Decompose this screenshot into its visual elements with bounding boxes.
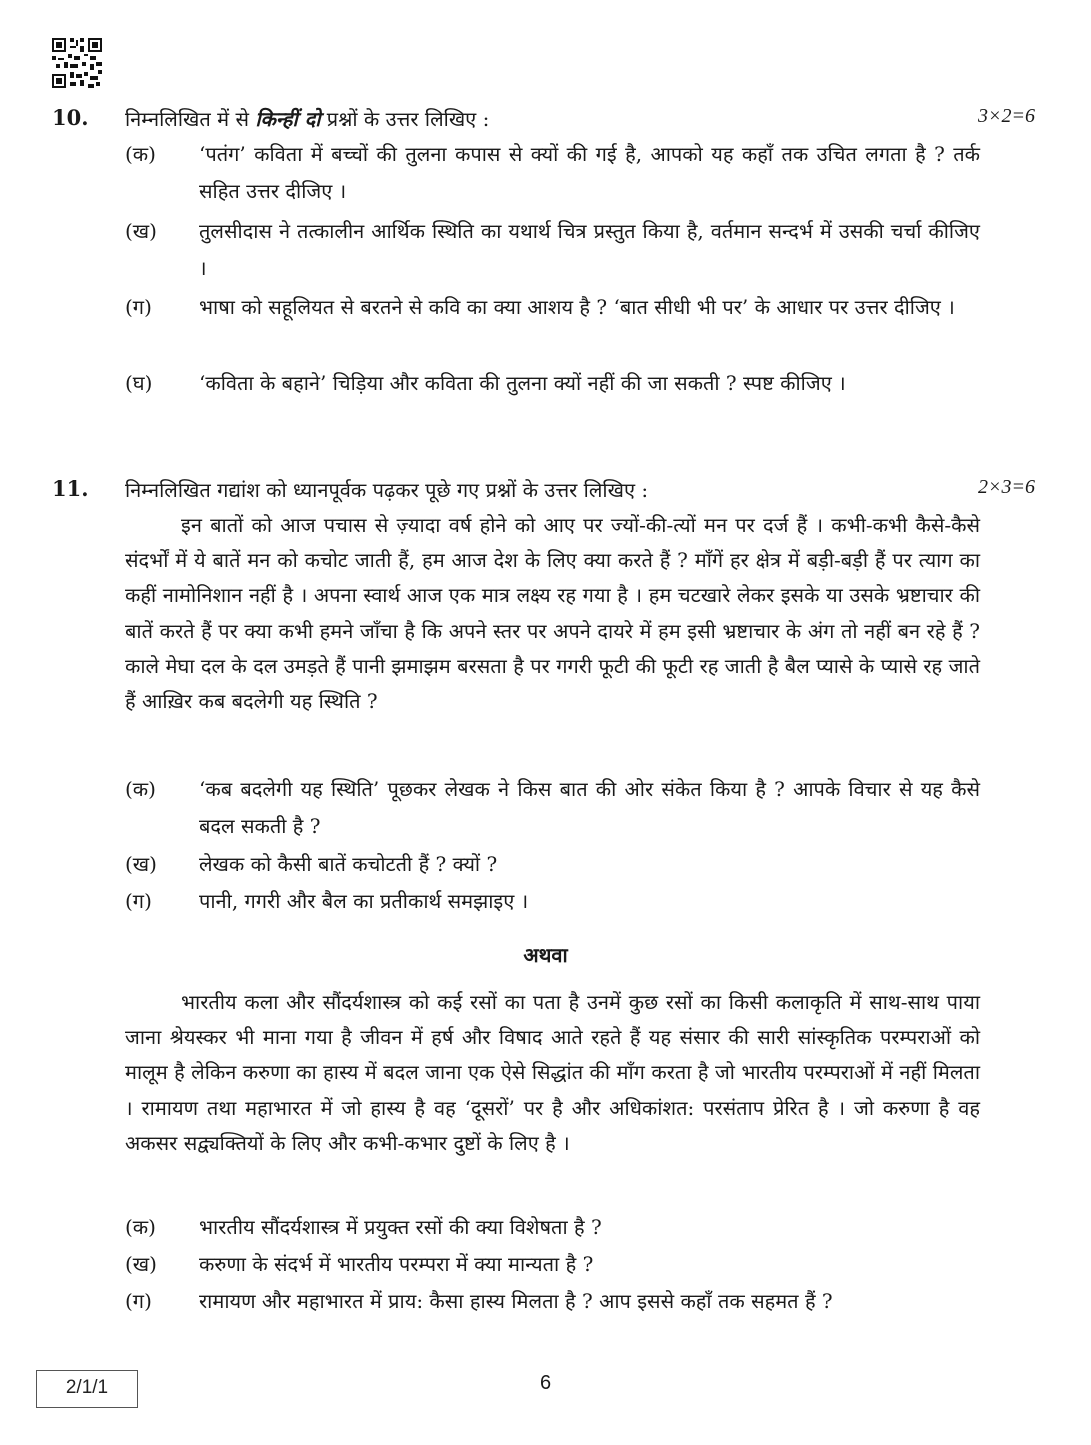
sub-question-text: भाषा को सहूलियत से बरतने से कवि का क्या आशय है ? ‘बात सीधी भी पर’ के आधार पर उत्तर दीजिए । (199, 295, 955, 319)
question-number: 11. (52, 476, 89, 501)
question-number: 10. (52, 105, 89, 130)
sub-question-text: ‘कविता के बहाने’ चिड़िया और कविता की तुलना क्यों नहीं की जा सकती ? स्पष्ट कीजिए । (199, 371, 846, 395)
sub-question-text: ‘कब बदलेगी यह स्थिति’ पूछकर लेखक ने किस बात की ओर संकेत किया है ? आपके विचार से यह कैसे बदल सकती है ? (199, 777, 980, 838)
sub-question-text: रामायण और महाभारत में प्राय: कैसा हास्य मिलता है ? आप इससे कहाँ तक सहमत हैं ? (199, 1289, 833, 1313)
question-marks: 3×2=6 (978, 105, 1035, 127)
qr-code (52, 38, 102, 88)
sub-question-label: (ख) (125, 1252, 157, 1276)
question-instruction: निम्नलिखित गद्यांश को ध्यानपूर्वक पढ़कर पूछे गए प्रश्नों के उत्तर लिखिए : (125, 478, 649, 502)
page-number: 6 (539, 1372, 552, 1394)
passage: इन बातों को आज पचास से ज़्यादा वर्ष होने को आए पर ज्यों-की-त्यों मन पर दर्ज हैं । कभी-कभी कैसे-कैसे संदर्भों में ये बातें मन को कचोट जाती हैं, हम आज देश के लिए क्या करते हैं ? माँगें हर क्षेत्र में बड़ी-बड़ी हैं पर त्याग का कहीं नामोनिशान नहीं है । अपना स्वार्थ आज एक मात्र लक्ष्य रह गया है । हम चटखारे लेकर इसके या उसके भ्रष्टाचार की बातें करते हैं पर क्या कभी हमने जाँचा है कि अपने स्तर पर अपने दायरे में हम इसी भ्रष्टाचार के अंग तो नहीं बन रहे हैं ? काले मेघा दल के दल उमड़ते हैं पानी झमाझम बरसता है पर गगरी फूटी की फूटी रह जाती है बैल प्यासे के प्यासे रह जाते हैं आख़िर कब बदलेगी यह स्थिति ? (125, 513, 980, 714)
sub-question-label: (क) (125, 1215, 156, 1239)
sub-question-text: लेखक को कैसी बातें कचोटती हैं ? क्यों ? (199, 852, 498, 876)
sub-question-text: करुणा के संदर्भ में भारतीय परम्परा में क्या मान्यता है ? (199, 1252, 594, 1276)
sub-question-label: (ग) (125, 889, 152, 913)
sub-question-text: भारतीय सौंदर्यशास्त्र में प्रयुक्त रसों की क्या विशेषता है ? (199, 1215, 602, 1239)
sub-question-label: (ग) (125, 1289, 152, 1313)
question-instruction: निम्नलिखित में से किन्हीं दो प्रश्नों के उत्तर लिखिए : (125, 107, 490, 131)
sub-question-label: (ख) (125, 852, 157, 876)
or-heading: अथवा (523, 943, 568, 967)
sub-question-text: पानी, गगरी और बैल का प्रतीकार्थ समझाइए । (199, 889, 529, 913)
sub-question-label: (ग) (125, 295, 152, 319)
sub-question-label: (ख) (125, 219, 157, 243)
sub-question-text: तुलसीदास ने तत्कालीन आर्थिक स्थिति का यथार्थ चित्र प्रस्तुत किया है, वर्तमान सन्दर्भ में उसकी चर्चा कीजिए । (199, 219, 980, 280)
sub-question-label: (घ) (125, 371, 153, 395)
passage-alternate: भारतीय कला और सौंदर्यशास्त्र को कई रसों का पता है उनमें कुछ रसों का किसी कलाकृति में साथ-साथ पाया जाना श्रेयस्कर भी माना गया है जीवन में हर्ष और विषाद आते रहते हैं यह संसार की सारी सांस्कृतिक परम्पराओं को मालूम है लेकिन करुणा का हास्य में बदल जाना एक ऐसे सिद्धांत की माँग करता है जो भारतीय परम्पराओं में नहीं मिलता । रामायण तथा महाभारत में जो हास्य है वह ‘दूसरों’ पर है और अधिकांशत: परसंताप प्रेरित है । जो करुणा है वह अकसर सद्व्यक्तियों के लिए और कभी-कभार दुष्टों के लिए है । (125, 990, 980, 1155)
sub-question-label: (क) (125, 777, 156, 801)
sub-question-text: ‘पतंग’ कविता में बच्चों की तुलना कपास से क्यों की गई है, आपको यह कहाँ तक उचित लगता है ? तर्क सहित उत्तर दीजिए । (199, 142, 980, 203)
sub-question-label: (क) (125, 142, 156, 166)
paper-code: 2/1/1 (36, 1370, 138, 1408)
question-marks: 2×3=6 (978, 476, 1035, 498)
